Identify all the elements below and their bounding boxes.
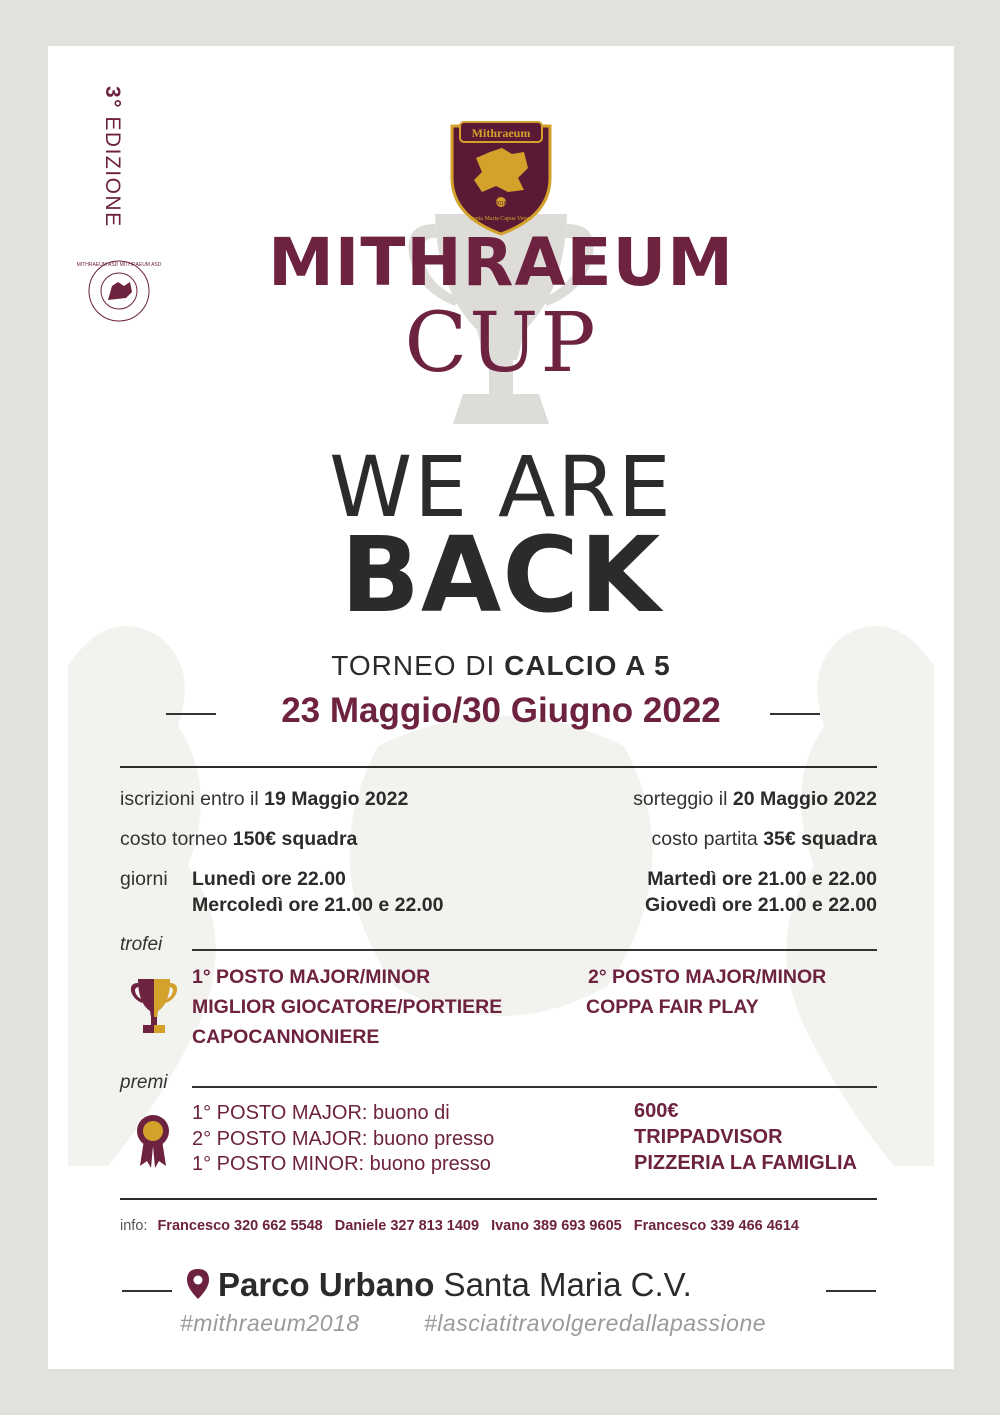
top-divider <box>120 766 877 768</box>
giorni-left-2: Mercoledì ore 21.00 e 22.00 <box>192 894 444 916</box>
giorni-right-2: Giovedì ore 21.00 e 22.00 <box>645 894 877 916</box>
giorni-right-1: Martedì ore 21.00 e 22.00 <box>647 868 877 890</box>
premi-divider <box>192 1086 877 1088</box>
headline-we-are: WE ARE <box>329 438 673 536</box>
premi-left-2: 2° POSTO MAJOR: buono presso <box>192 1128 495 1150</box>
costo-partita-label: costo partita <box>651 828 764 850</box>
contact-2: Daniele 327 813 1409 <box>334 1218 480 1234</box>
location-dash-right <box>826 1290 876 1292</box>
giorni-label: giorni <box>120 868 168 890</box>
poster <box>48 46 954 1369</box>
trofei-left-2: MIGLIOR GIOCATORE/PORTIERE <box>192 996 503 1018</box>
trofei-right-2: COPPA FAIR PLAY <box>586 996 759 1018</box>
trofei-left-1: 1° POSTO MAJOR/MINOR <box>192 966 431 988</box>
bottom-divider <box>120 1198 877 1200</box>
crest-top-text: Mithraeum <box>471 126 531 140</box>
location <box>186 1266 826 1304</box>
edition-text: EDIZIONE <box>101 116 124 228</box>
trofei-right-1: 2° POSTO MAJOR/MINOR <box>588 966 827 988</box>
costo-torneo-row <box>120 828 357 851</box>
subtitle <box>48 650 954 682</box>
award-ribbon-icon <box>136 1114 170 1170</box>
contact-4: Francesco 339 466 4614 <box>633 1218 799 1234</box>
premi-right-1: 600€ <box>634 1100 679 1122</box>
location-rest: Santa Maria C.V. <box>434 1266 692 1303</box>
premi-right-3: PIZZERIA LA FAMIGLIA <box>634 1152 857 1174</box>
premi-right-2: TRIPPADVISOR <box>634 1126 783 1148</box>
hashtag-1: #mithraeum2018 <box>180 1310 360 1336</box>
premi-left-1: 1° POSTO MAJOR: buono di <box>192 1102 450 1124</box>
costo-torneo-label: costo torneo <box>120 828 233 850</box>
crest-year: 2018 <box>495 201 507 207</box>
contact-3: Ivano 389 693 9605 <box>491 1218 622 1234</box>
premi-label: premi <box>120 1072 168 1093</box>
hashtag-2: #lasciatitravolgeredallapassione <box>424 1310 767 1336</box>
costo-partita-row <box>652 828 877 851</box>
club-crest-logo <box>446 118 556 238</box>
headline-back: BACK <box>340 514 662 636</box>
sorteggio-value: 20 Maggio 2022 <box>732 788 877 810</box>
info-label: info: <box>120 1218 148 1234</box>
giorni-left-1: Lunedì ore 22.00 <box>192 868 346 890</box>
info-contacts <box>120 1218 799 1234</box>
tournament-dates: 23 Maggio/30 Giugno 2022 <box>281 691 721 730</box>
costo-partita-value: 35€ squadra <box>763 828 877 850</box>
date-dash-right <box>770 713 820 715</box>
title-cup: CUP <box>404 296 598 391</box>
trofei-left-3: CAPOCANNONIERE <box>192 1026 380 1048</box>
trofei-divider <box>192 949 877 951</box>
costo-torneo-value: 150€ squadra <box>232 828 358 850</box>
location-pin-icon <box>186 1268 210 1300</box>
location-bold: Parco Urbano <box>218 1266 435 1303</box>
trophy-icon <box>130 977 178 1035</box>
trofei-label: trofei <box>120 934 163 955</box>
title-mithraeum: MITHRAEUM <box>268 224 734 301</box>
seal-text: MITHRAEUM ASD MITHRAEUM ASD <box>76 262 162 268</box>
iscrizioni-value: 19 Maggio 2022 <box>264 788 409 810</box>
iscrizioni-row <box>120 788 408 811</box>
sorteggio-row <box>633 788 877 811</box>
crest-bottom-text: Santa Maria Capua Vetere <box>469 216 533 222</box>
contact-1: Francesco 320 662 5548 <box>157 1218 323 1234</box>
subtitle-highlight: CALCIO A 5 <box>504 650 671 681</box>
edition-number: 3° <box>101 86 124 110</box>
edition-label <box>100 86 124 228</box>
location-dash-left <box>122 1290 172 1292</box>
iscrizioni-label: iscrizioni entro il <box>120 788 265 810</box>
sorteggio-label: sorteggio il <box>633 788 733 810</box>
subtitle-prefix: TORNEO DI <box>331 650 505 681</box>
premi-left-3: 1° POSTO MINOR: buono presso <box>192 1153 491 1175</box>
